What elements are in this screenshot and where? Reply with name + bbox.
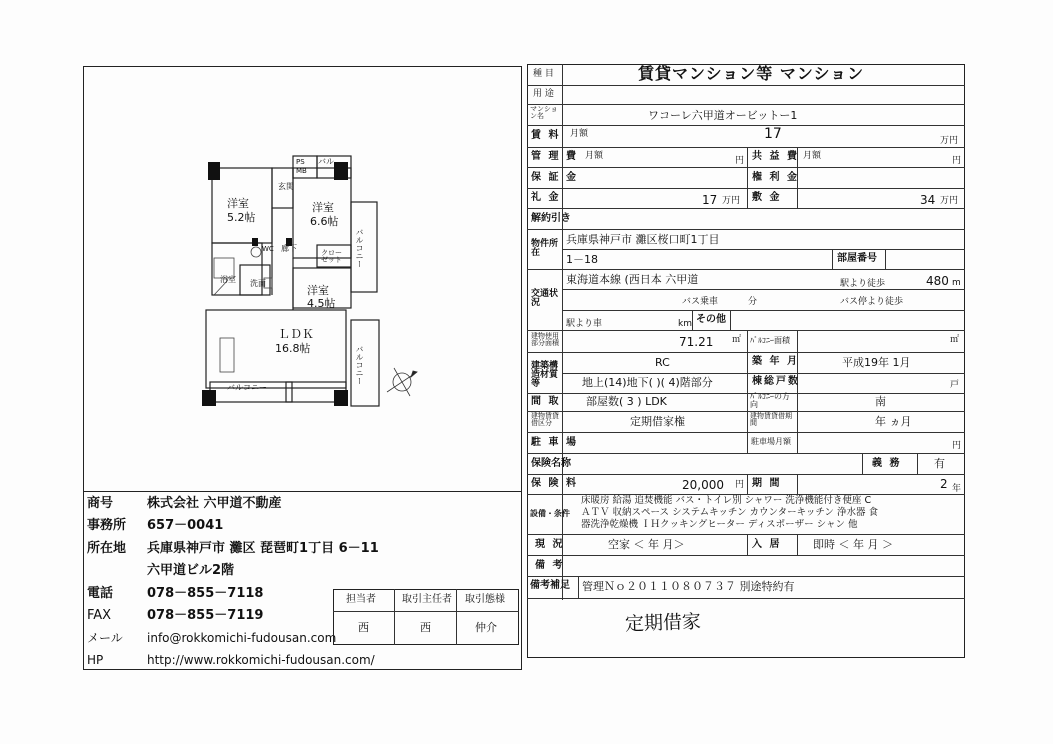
shikikin-label: 敷 金 (752, 192, 782, 203)
bus-ride-label: バス乗車 (682, 297, 719, 307)
rent-sub: 月額 (570, 129, 589, 139)
office-value: 657－0041 (147, 518, 224, 533)
ps-label: PS (296, 158, 305, 166)
staff-header-1: 担当者 (346, 594, 376, 605)
obligation-value: 有 (934, 457, 945, 470)
status-label: 現 況 (535, 539, 565, 550)
usage-label: 用 途 (533, 89, 554, 99)
balcony-right-label: バルコニー (355, 228, 364, 268)
line-value: 東海道本線 (西日本 六甲道 (566, 273, 699, 286)
bus-stop-walk-label: バス停より徒歩 (840, 297, 904, 307)
built-label: 築 年 月 (752, 356, 799, 367)
parking-fee-label: 駐車場月額 (751, 437, 791, 446)
mgmt-yen: 円 (735, 156, 745, 166)
area-value: 71.21 (679, 335, 714, 349)
rent-label: 賃 料 (531, 130, 561, 141)
insurance-fee-label: 保 険 料 (531, 478, 578, 489)
term-label: 期 間 (752, 478, 782, 489)
staff-value-1: 西 (358, 621, 369, 634)
room-western3-size: 4.5帖 (307, 297, 336, 310)
floorplan-divider (83, 491, 522, 492)
structure-label: 建築構造材質等 (531, 361, 559, 389)
common-yen: 円 (952, 156, 962, 166)
movein-label: 入 居 (752, 539, 782, 550)
shikikin-value: 34 (920, 193, 936, 207)
shikikin-unit: 万円 (940, 196, 959, 206)
movein-value: 即時 ＜ 年 月 ＞ (813, 538, 893, 551)
structure-value: RC (655, 356, 670, 369)
lease-period-label: 建物賃貸借期間 (750, 412, 792, 427)
insurance-fee-value: 20,000 (682, 478, 724, 492)
lease-type-label: 建物賃貸借区分 (531, 412, 559, 427)
notes-label: 備考補足 (530, 580, 570, 591)
area-label: 建物使用部分面積 (531, 332, 559, 347)
km-unit: km (678, 319, 692, 329)
common-label: 共 益 費 (752, 151, 799, 162)
room-western2-size: 6.6帖 (310, 215, 339, 228)
reikin-value: 17 (702, 193, 718, 207)
balcony-small-label: バル (318, 157, 334, 166)
washroom-label: 洗面 (250, 279, 266, 288)
equipment-line1: 床暖房 給湯 追焚機能 バス・トイレ別 シャワー 洗浄機能付き便座 C (581, 495, 872, 506)
staff-header-3: 取引態様 (465, 594, 505, 605)
reikin-label: 礼 金 (531, 192, 561, 203)
term-value: 2 (940, 477, 948, 491)
trade-label: 商号 (87, 496, 114, 511)
pillar (202, 390, 216, 406)
reikin-unit: 万円 (722, 196, 741, 206)
mail-label: メール (87, 631, 123, 645)
total-units-suffix: 戸 (950, 380, 960, 390)
obligation-label: 義 務 (872, 458, 902, 469)
wc-label: WC (262, 245, 274, 253)
room-western1-size: 5.2帖 (227, 211, 256, 224)
walk-unit: m (952, 278, 961, 288)
mgmt-label: 管 理 費 (531, 151, 578, 162)
balcony-area-label: ﾊﾞﾙｺﾆｰ面積 (750, 336, 790, 345)
tel-value: 078－855－7118 (147, 586, 264, 601)
compass-icon (387, 368, 417, 396)
ldk-label: ＬＤＫ (278, 327, 315, 341)
station-car-label: 駅より車 (566, 319, 603, 329)
staff-value-3: 仲介 (475, 621, 497, 634)
equipment-line2: ＡＴＶ 収納スペース システムキッチン カウンターキッチン 浄水器 食 (581, 507, 878, 518)
floors-value: 地上(14)地下( )( 4)階部分 (582, 376, 713, 389)
room-western1-label: 洋室 (227, 197, 249, 210)
equipment-line3: 器洗浄乾燥機 ＩＨクッキングヒーター ディスポーザー シャン 他 (581, 519, 858, 530)
layout-value: 部屋数( 3 ) LDK (586, 395, 667, 408)
entrance-label: 玄関 (278, 182, 294, 191)
hp-value[interactable]: http://www.rokkomichi-fudousan.com/ (147, 653, 375, 667)
layout-label: 間 取 (531, 396, 561, 407)
balcony-dir-value: 南 (875, 395, 886, 408)
office-label: 事務所 (87, 518, 127, 533)
room-western2-label: 洋室 (312, 201, 334, 214)
handwritten-note: 定期借家 (624, 610, 702, 636)
walk-value: 480 (926, 274, 949, 288)
ldk-size: 16.8帖 (275, 342, 311, 355)
mb-label: MB (296, 167, 307, 175)
room-western3-label: 洋室 (307, 284, 329, 297)
header-title: 賃貸マンション等 マンション (638, 64, 865, 83)
deposit-label: 保 証 金 (531, 172, 578, 183)
keymoney-label: 権 利 金 (752, 172, 799, 183)
equipment-label: 設備・条件 (530, 509, 570, 518)
category-label: 種 目 (533, 69, 554, 79)
mgmt-sub: 月額 (585, 151, 604, 161)
location-line2: 1－18 (566, 253, 598, 266)
parking-yen: 円 (952, 441, 962, 451)
kaiyaku-label: 解約引き (531, 213, 571, 224)
balcony-right2-label: バルコニー (355, 345, 364, 385)
hallway-label: 廊下 (281, 244, 297, 253)
mail-value[interactable]: info@rokkomichi-fudousan.com (147, 631, 337, 645)
name-value: ワコーレ六甲道オービットー1 (648, 109, 798, 122)
address-value: 兵庫県神戸市 灘区 琵琶町1丁目 6－11 (147, 541, 379, 556)
fax-label: FAX (87, 608, 112, 623)
bus-minutes: 分 (748, 297, 758, 307)
tel-label: 電話 (87, 586, 114, 601)
insurance-fee-yen: 円 (735, 480, 745, 490)
balcony-dir-label: ﾊﾞﾙｺﾆｰの方 向 (750, 392, 790, 409)
staff-header-2: 取引主任者 (402, 594, 452, 605)
pillar (208, 162, 220, 180)
trade-value: 株式会社 六甲道不動産 (147, 496, 282, 511)
lease-period-value: 年 ヵ月 (875, 415, 912, 428)
common-sub: 月額 (803, 151, 822, 161)
built-value: 平成19年 1月 (842, 356, 911, 369)
walk-label: 駅より徒歩 (840, 279, 886, 289)
fax-value: 078－855－7119 (147, 608, 264, 623)
address-label: 所在地 (87, 541, 127, 556)
name-label: マンション名 (530, 105, 558, 120)
transport-label: 交通状況 (531, 289, 559, 308)
staff-value-2: 西 (420, 621, 431, 634)
insurance-name-label: 保険名称 (531, 458, 571, 469)
hp-label: HP (87, 653, 104, 667)
lease-type-value: 定期借家権 (630, 415, 685, 428)
location-line1: 兵庫県神戸市 灘区桜口町1丁目 (566, 233, 720, 246)
remarks-label: 備 考 (535, 560, 565, 571)
closet-label: クロー ゼット (321, 249, 342, 264)
rent-unit: 万円 (940, 136, 959, 146)
balcony-area-unit: ㎡ (950, 335, 960, 345)
area-unit: ㎡ (732, 335, 742, 345)
parking-label: 駐 車 場 (531, 437, 578, 448)
balcony-bottom-label: バルコニー (227, 383, 267, 392)
other-label: その他 (696, 314, 726, 325)
pillar (334, 390, 348, 406)
bath-label: 浴室 (220, 275, 236, 284)
pillar (334, 162, 348, 180)
term-unit: 年 (952, 484, 962, 494)
room-number-label: 部屋番号 (837, 253, 877, 264)
location-label: 物件所在 (531, 239, 559, 258)
notes-value: 管理Ｎｏ２０１１０８０７３７ 別途特約有 (582, 580, 795, 593)
rent-value: 17 (764, 126, 782, 142)
total-units-label: 棟総戸数 (752, 376, 800, 387)
status-value: 空家 ＜ 年 月＞ (608, 538, 685, 551)
address-value2: 六甲道ビル2階 (147, 563, 235, 578)
